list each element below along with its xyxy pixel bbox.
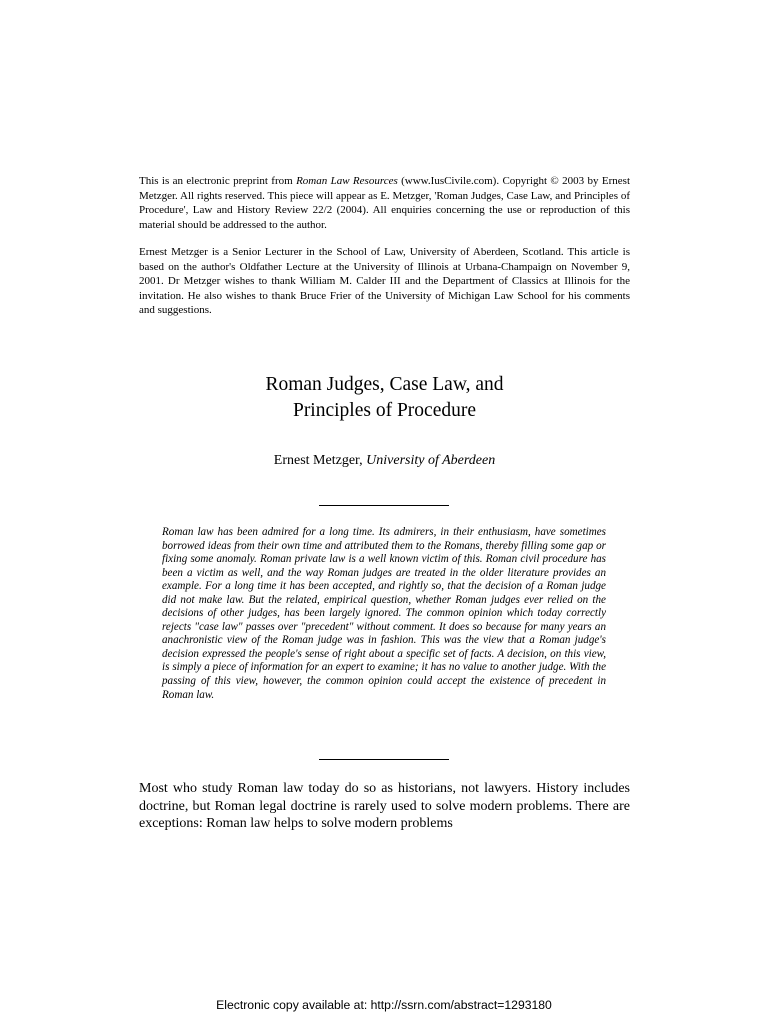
author-note-paragraph: Ernest Metzger is a Senior Lecturer in the School of Law, University of Aberdeen, Scotland. This article is based on the author's Oldfather Lecture at the University of Illinois at Urbana-Champaign on November 9, 2001. Dr Metzger wishes to thank William M. Calder III and the Department of Classics at Illinois for the invitation. He also wishes to thank Bruce Frier of the University of Michigan Law School for his comments and suggestions.	[139, 246, 630, 316]
divider-bottom	[319, 759, 449, 760]
source-title: Roman Law Resources	[296, 175, 398, 187]
preprint-notice	[139, 174, 630, 318]
title-line-2: Principles of Procedure	[292, 400, 477, 421]
body-paragraph: Most who study Roman law today do so as historians, not lawyers. History includes doctrine, but Roman legal doctrine is rarely used to solve modern problems. There are exceptions: Roman law helps to solve modern problems	[139, 781, 630, 831]
copyright-text: This is an electronic preprint from	[139, 175, 297, 187]
author-line	[139, 452, 630, 470]
title-line-1: Roman Judges, Case Law, and	[265, 374, 504, 395]
author-name: Ernest Metzger,	[273, 453, 367, 468]
author-affiliation: University of Aberdeen	[366, 453, 496, 468]
copyright-text-rest: (www.IusCivile.com). Copyright © 2003 by Ernest Metzger. All rights reserved. This piece will appear as E. Metzger, 'Roman Judges, Case Law, and Principles of Procedure', Law and History Review 22/2 (2004). All enquiries concerning the use or reproduction of this material should be addressed to the author.	[139, 175, 631, 231]
ssrn-footer: Electronic copy available at: http://ssrn.com/abstract=1293180	[216, 998, 552, 1012]
paper-title	[139, 372, 630, 424]
divider-top	[319, 505, 449, 506]
copyright-paragraph	[139, 174, 630, 232]
abstract: Roman law has been admired for a long time. Its admirers, in their enthusiasm, have sometimes borrowed ideas from their own time and attributed them to the Romans, thereby filling some gap or fixing some anomaly. Roman private law is a well known victim of this. Roman civil procedure has been a victim as well, and the way Roman judges are treated in the older literature provides an example. For a long time it has been accepted, and rightly so, that the decision of a Roman judge did not make law. But the related, empirical question, whether Roman judges ever relied on the decisions of other judges, has been largely ignored. The common opinion which today correctly rejects "case law" passes over "precedent" without comment. It does so because for many years an anachronistic view of the Roman judge was in fashion. This was the view that a Roman judge's decision expressed the people's sense of right about a specific set of facts. A decision, on this view, is simply a piece of information for an expert to examine; it has no value to another judge. With the passing of this view, however, the common opinion could accept the existence of precedent in Roman law.	[162, 526, 606, 701]
